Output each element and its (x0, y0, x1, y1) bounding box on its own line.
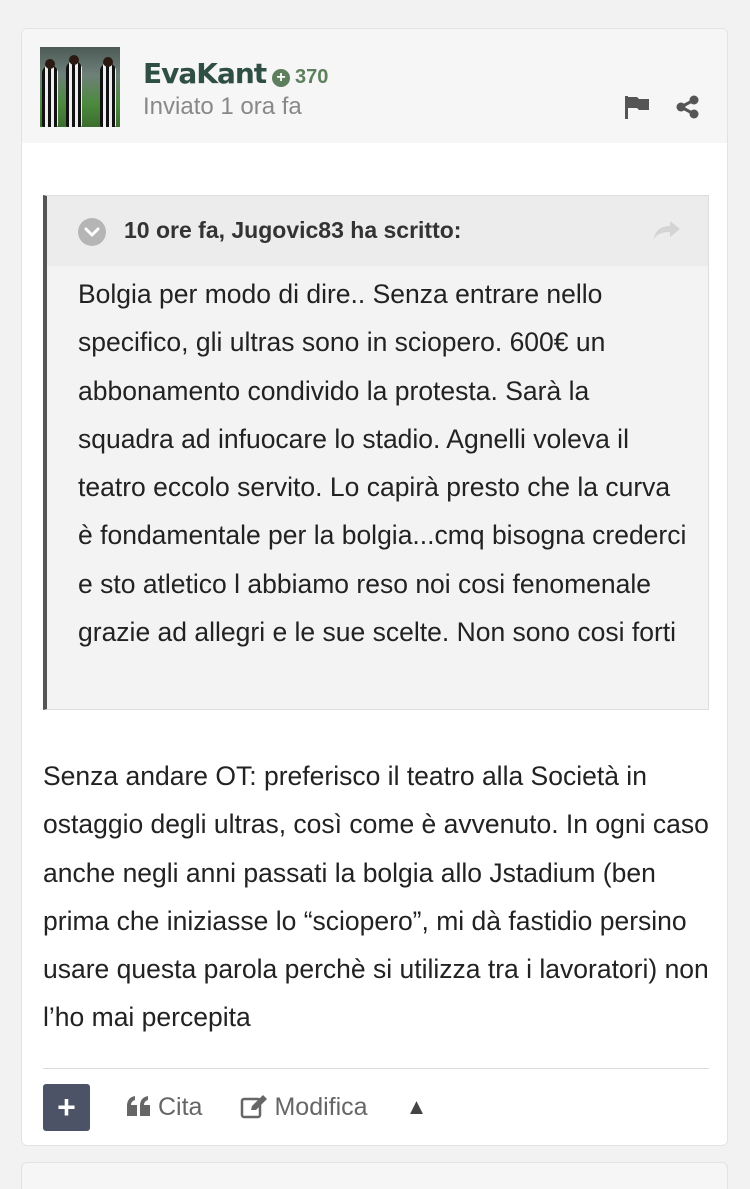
avatar-figure-head (69, 55, 79, 65)
reputation-badge (272, 66, 328, 89)
quote-icon (126, 1096, 152, 1118)
avatar[interactable] (40, 47, 120, 127)
avatar-figure-head (45, 59, 55, 69)
quote-button-label: Cita (158, 1092, 203, 1121)
quote-citation: 10 ore fa, Jugovic83 ha scritto: (124, 217, 462, 243)
post-card (21, 28, 728, 1146)
avatar-figure (66, 61, 82, 127)
avatar-figure (100, 63, 116, 127)
avatar-figure-head (103, 57, 113, 67)
post-header (22, 29, 727, 143)
edit-button[interactable] (240, 1093, 367, 1122)
scroll-top-button[interactable]: ▲ (405, 1094, 428, 1119)
post-actions (43, 1083, 427, 1131)
share-icon[interactable] (674, 95, 702, 119)
quote-header (47, 196, 708, 266)
flag-icon[interactable] (623, 95, 651, 119)
posted-time: Inviato 1 ora fa (143, 93, 302, 120)
quote-block (43, 195, 709, 710)
author-name[interactable]: EvaKant (143, 57, 267, 90)
reply-arrow-icon[interactable] (652, 218, 682, 242)
edit-button-label: Modifica (274, 1092, 368, 1121)
post-text: Senza andare OT: preferisco il teatro alla Società in ostaggio degli ultras, così come è avvenuto. In ogni caso anche negli anni passati la bolgia allo Jstadium (ben prima che iniziasse lo “sciopero”, mi dà fastidio persino usare questa parola perchè si utilizza tra i lavoratori) non l’ho mai percepita (43, 761, 709, 1033)
next-post-card (21, 1162, 728, 1189)
reputation-count: 370 (295, 66, 329, 88)
divider (43, 1068, 709, 1069)
avatar-figure (42, 65, 58, 127)
quote-text: Bolgia per modo di dire.. Senza entrare nello specifico, gli ultras sono in sciopero. 600€ un abbonamento condivido la protesta. Sarà la squadra ad infuocare lo stadio. Agnelli voleva il teatro eccolo servito. Lo capirà presto che la curva è fondamentale per la bolgia...cmq bisogna crederci e sto atletico l abbiamo reso noi cosi fenomenale grazie ad allegri e le sue scelte. Non sono cosi forti (78, 279, 687, 648)
chevron-down-icon[interactable] (78, 218, 106, 246)
plus-circle-icon: + (272, 69, 290, 87)
edit-icon (240, 1095, 268, 1119)
quote-button[interactable] (126, 1093, 202, 1122)
multiquote-button[interactable]: + (43, 1084, 90, 1131)
